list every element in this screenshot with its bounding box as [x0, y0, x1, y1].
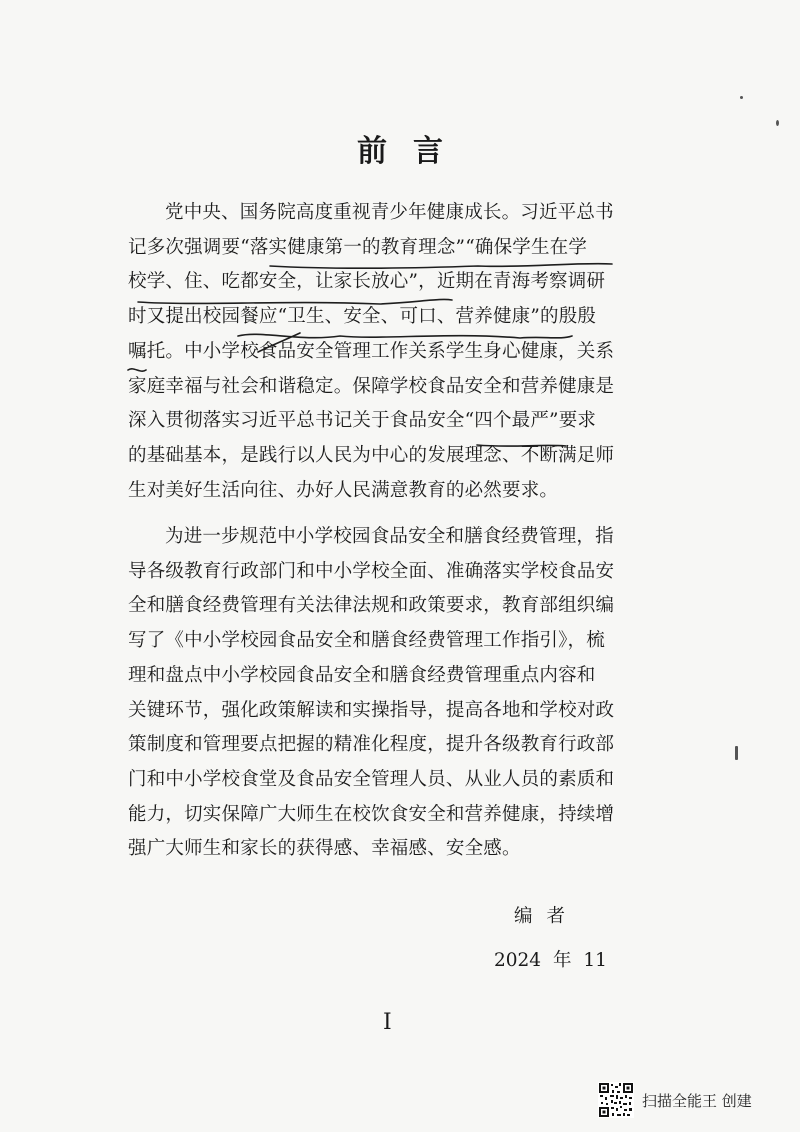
text-line: 生对美好生活向往、办好人民满意教育的必然要求。: [128, 479, 559, 501]
text-line: 家庭幸福与社会和谐稳定。保障学校食品安全和营养健康是: [128, 375, 615, 397]
text-line: 理和盘点中小学校园食品安全和膳食经费管理重点内容和: [128, 664, 596, 686]
text-line: 为进一步规范中小学校园食品安全和膳食经费管理，指: [165, 526, 614, 547]
scanner-watermark: [598, 1082, 752, 1118]
text-line: 强广大师生和家长的获得感、幸福感、安全感。: [128, 838, 521, 860]
signature-date: 2024 年 11: [494, 950, 607, 971]
text-line: 校学、住、吃都安全，让家长放心”，近期在青海考察调研: [128, 271, 606, 293]
text-line: 门和中小学校食堂及食品安全管理人员、从业人员的素质和: [128, 768, 615, 790]
text-line: 全和膳食经费管理有关法律法规和政策要求，教育部组织编: [128, 595, 615, 617]
paragraph-1: [128, 196, 618, 508]
text-line: 关键环节，强化政策解读和实操指导，提高各地和学校对政: [128, 699, 615, 721]
text-line: 能力，切实保障广大师生在校饮食安全和营养健康，持续增: [128, 803, 615, 825]
text-line: 策制度和管理要点把握的精准化程度，提升各级教育行政部: [128, 734, 615, 756]
text-line: 记多次强调要“落实健康第一的教育理念”“确保学生在学: [128, 236, 588, 258]
signature-author: 编者: [514, 906, 580, 927]
text-line: 党中央、国务院高度重视青少年健康成长。习近平总书: [165, 202, 614, 223]
text-line: 写了《中小学校园食品安全和膳食经费管理工作指引》，梳: [128, 630, 605, 652]
text-line: 的基础基本，是践行以人民为中心的发展理念、不断满足师: [128, 444, 615, 466]
paragraph-2: [128, 520, 618, 867]
watermark-text: 扫描全能王 创建: [642, 1091, 752, 1110]
text-line: 时又提出校园餐应“卫生、安全、可口、营养健康”的殷殷: [128, 306, 597, 328]
text-line: 导各级教育行政部门和中小学校全面、准确落实学校食品安: [128, 560, 615, 582]
qr-code-icon: [598, 1082, 634, 1118]
scan-speck: [776, 120, 779, 126]
page-title: 前言: [357, 134, 469, 169]
page-number: I: [383, 1010, 392, 1035]
scan-speck: [740, 96, 743, 99]
text-line: 嘱托。中小学校食品安全管理工作关系学生身心健康，关系: [128, 340, 615, 362]
scan-speck: [735, 746, 738, 760]
text-line: 深入贯彻落实习近平总书记关于食品安全“四个最严”要求: [128, 410, 597, 432]
